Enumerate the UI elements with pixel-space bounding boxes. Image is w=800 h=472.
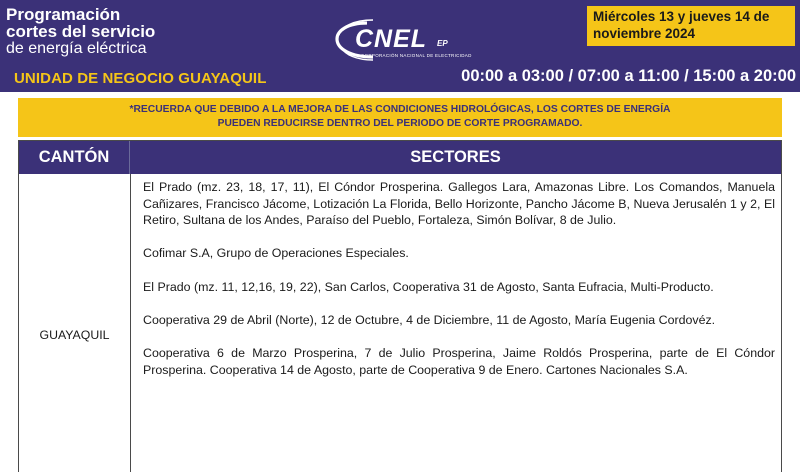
notice-banner <box>18 98 782 137</box>
sectors-cell <box>143 179 775 395</box>
title-line-1: Programación <box>6 5 121 24</box>
title-line-2: cortes del servicio <box>6 22 156 41</box>
canton-name: GUAYAQUIL <box>39 328 110 342</box>
sector-paragraph: Cofimar S.A, Grupo de Operaciones Especiales. <box>143 246 409 261</box>
sector-paragraph: Cooperativa 29 de Abril (Norte), 12 de Octubre, 4 de Diciembre, 11 de Agosto, María Eugenia Cordovéz. <box>143 312 716 327</box>
logo-subtitle: CORPORACIÓN NACIONAL DE ELECTRICIDAD <box>361 53 472 58</box>
business-unit-label: UNIDAD DE NEGOCIO GUAYAQUIL <box>14 70 267 87</box>
title-line-3: de energía eléctrica <box>6 40 147 57</box>
page-title <box>6 6 155 57</box>
column-header-sectores: SECTORES <box>410 148 501 166</box>
sector-paragraph: Cooperativa 6 de Marzo Prosperina, 7 de Julio Prosperina, Jaime Roldós Prosperina, parte de El Cóndor Prosperina. Cooperativa 14 de Agosto, parte de Cooperativa 9 de Enero. Cartones Nacionales S.A. <box>143 345 775 377</box>
table-header <box>19 141 781 174</box>
logo-suffix: EP <box>437 39 448 48</box>
canton-cell <box>19 174 130 472</box>
logo-wordmark: CNEL <box>355 25 428 53</box>
header-banner <box>0 0 800 92</box>
sector-paragraph: El Prado (mz. 11, 12,16, 19, 22), San Carlos, Cooperativa 31 de Agosto, Santa Eufracia, Multi-Producto. <box>143 279 714 294</box>
cnel-logo <box>333 17 473 67</box>
column-divider <box>130 174 131 472</box>
sector-paragraph: El Prado (mz. 23, 18, 17, 11), El Cóndor Prosperina. Gallegos Lara, Amazonas Libre. Los Comandos, Manuela Cañizares, Francisco Jácome, Lotización La Florida, Bello Horizonte, Pancho Jácome B, Nueva Jerusalén 1 y 2, El Retiro, Sultana de los Andes, Paraíso del Pueblo, Fortaleza, Simón Bolívar, 8 de Julio. <box>143 180 775 228</box>
column-header-canton: CANTÓN <box>19 141 130 174</box>
outage-hours: 00:00 a 03:00 / 07:00 a 11:00 / 15:00 a 20:00 <box>461 67 796 85</box>
schedule-table <box>18 140 782 472</box>
notice-line-1: *RECUERDA QUE DEBIDO A LA MEJORA DE LAS CONDICIONES HIDROLÓGICAS, LOS CORTES DE ENERGÍA <box>129 104 671 115</box>
notice-line-2: PUEDEN REDUCIRSE DENTRO DEL PERIODO DE CORTE PROGRAMADO. <box>217 118 583 129</box>
date-badge: Miércoles 13 y jueves 14 de noviembre 2024 <box>587 6 795 46</box>
